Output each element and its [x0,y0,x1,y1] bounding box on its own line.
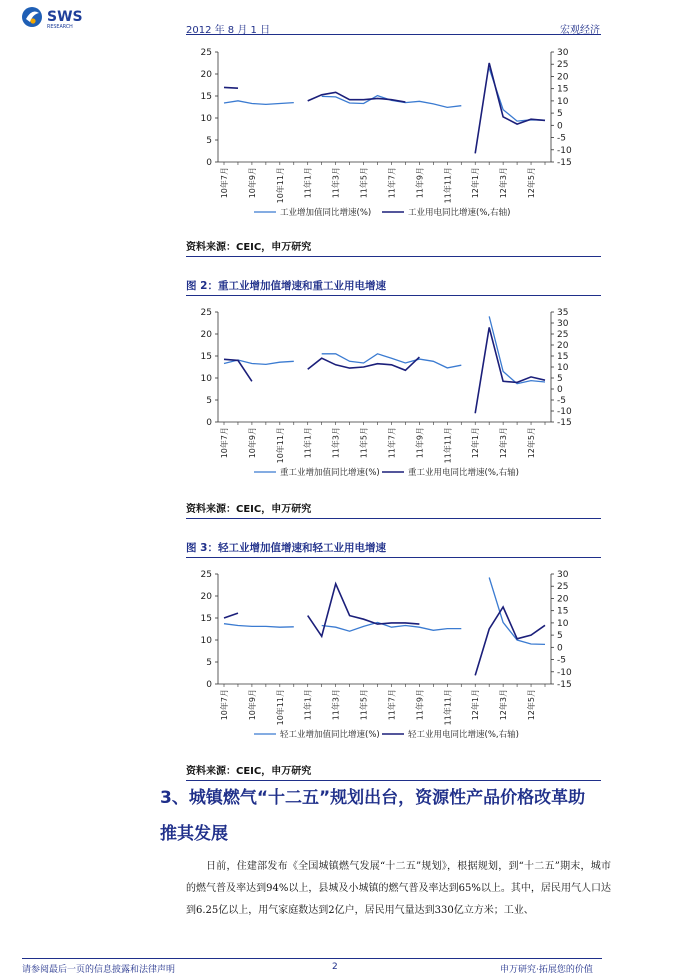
x-tick-label: 11年5月 [359,427,369,459]
y-tick-label-right: 25 [557,330,569,340]
legend-label-2: 工业用电同比增速(%,右轴) [408,208,511,218]
y-tick-label-right: 30 [557,570,569,580]
series-line-1 [489,578,545,645]
x-tick-label: 12年5月 [527,689,537,721]
footer-disclaimer: 请参阅最后一页的信息披露和法律声明 [22,965,176,975]
series-line-2 [475,327,545,413]
x-tick-label: 10年7月 [220,689,229,721]
y-tick-label-right: 30 [557,48,569,58]
chart-2-heavy-industry [186,300,601,490]
x-tick-label: 11年11月 [443,167,453,204]
y-tick-label-right: -5 [557,396,566,406]
x-tick-label: 12年3月 [499,689,509,721]
legend-label-2: 重工业用电同比增速(%,右轴) [408,468,519,478]
series-line-2 [224,613,238,618]
x-tick-label: 11年3月 [331,167,341,199]
x-tick-label: 11年3月 [331,689,341,721]
y-tick-label-right: 15 [557,606,569,617]
x-tick-label: 11年1月 [303,167,313,199]
y-tick-label-right: 5 [557,374,563,384]
y-tick-label-right: 0 [557,121,563,132]
page-header [0,0,700,40]
y-tick-label-left: 15 [200,92,212,102]
chart-1-industrial [186,40,601,230]
chart-3-source: 资料来源：CEIC，申万研究 [186,762,601,781]
svg-text:SWS: SWS [47,9,83,25]
section-title-line-1: 3、城镇燃气“十二五”规划出台，资源性产品价格改革助 [160,788,586,808]
x-tick-label: 12年3月 [499,427,509,459]
y-tick-label-left: 10 [200,636,212,646]
x-tick-label: 11年7月 [387,167,397,199]
y-tick-label-left: 10 [200,374,212,384]
x-tick-label: 11年11月 [443,689,453,726]
y-tick-label-right: 25 [557,582,569,593]
chart-1-source: 资料来源：CEIC，申万研究 [186,238,601,257]
x-tick-label: 11年7月 [387,427,397,459]
chart-2-source: 资料来源：CEIC，申万研究 [186,500,601,519]
series-line-1 [224,101,294,105]
x-tick-label: 11年7月 [387,689,397,721]
x-tick-label: 10年9月 [247,427,257,459]
y-tick-label-right: -10 [557,407,572,417]
y-tick-label-right: 0 [557,385,563,395]
series-line-2 [475,63,545,153]
y-tick-label-left: 15 [200,614,212,624]
y-tick-label-right: 20 [557,594,569,605]
y-tick-label-right: 5 [557,109,563,120]
x-tick-label: 11年9月 [415,166,425,199]
page-number: 2 [332,962,338,972]
y-tick-label-left: 20 [200,592,212,602]
y-tick-label-left: 5 [206,396,212,406]
y-tick-label-left: 25 [200,308,212,318]
y-tick-label-right: -5 [557,655,566,666]
series-line-1 [322,622,462,631]
y-tick-label-right: -5 [557,133,566,144]
x-tick-label: 11年5月 [359,167,369,199]
x-tick-label: 10年11月 [275,167,285,204]
series-line-2 [224,87,238,88]
y-tick-label-left: 10 [200,114,212,124]
x-tick-label: 12年3月 [499,167,509,199]
x-tick-label: 12年1月 [471,689,481,721]
series-line-2 [308,357,420,370]
y-tick-label-right: 35 [557,308,569,318]
chart-1-svg [186,40,601,230]
y-tick-label-left: 5 [206,136,212,146]
y-tick-label-right: 15 [557,84,569,95]
y-tick-label-left: 25 [200,48,212,58]
y-tick-label-right: -15 [557,158,572,168]
x-tick-label: 12年1月 [471,427,481,459]
body-paragraph: 日前，住建部发布《全国城镇燃气发展“十二五”规划》，根据规划，到“十二五”期末，城市的燃气普及率达到94%以上，县城及小城镇的燃气普及率达到65%以上。其中，居民用气人口达到6.25亿以上，用气家庭数达到2亿户，居民用气量达到330亿立方米；工业、 [186,861,611,916]
legend-label-1: 轻工业增加值同比增速(%) [280,730,380,740]
x-tick-label: 11年9月 [415,427,425,459]
x-tick-label: 12年5月 [527,427,537,459]
y-tick-label-right: 20 [557,72,569,83]
y-tick-label-left: 15 [200,352,212,362]
y-tick-label-right: -10 [557,145,572,156]
legend-label-2: 轻工业用电同比增速(%,右轴) [408,730,519,740]
x-tick-label: 11年9月 [415,689,425,721]
chart-2-svg [186,300,601,490]
footer-slogan: 申万研究·拓展您的价值 [500,965,593,975]
chart-3-light-industry [186,562,601,752]
y-tick-label-right: 10 [557,618,569,629]
y-tick-label-left: 5 [206,658,212,668]
y-tick-label-left: 25 [200,570,212,580]
y-tick-label-right: 10 [557,96,569,107]
chart-2-title: 图 2：重工业增加值增速和重工业用电增速 [186,278,601,296]
y-tick-label-right: 5 [557,631,563,642]
x-tick-label: 10年11月 [275,689,285,726]
series-line-1 [322,96,462,108]
legend-label-1: 重工业增加值同比增速(%) [280,468,380,478]
footer-rule [22,958,602,959]
y-tick-label-right: 10 [557,363,569,373]
y-tick-label-left: 0 [206,680,212,690]
svg-text:RESEARCH: RESEARCH [47,25,73,30]
series-line-2 [475,607,545,675]
x-tick-label: 10年7月 [220,427,229,459]
y-tick-label-right: 0 [557,643,563,654]
series-line-1 [224,624,294,628]
chart-3-svg [186,562,601,752]
report-date: 2012 年 8 月 1 日 [186,25,271,36]
x-tick-label: 10年7月 [220,167,229,199]
y-tick-label-right: -10 [557,667,572,678]
header-rule [186,34,601,35]
y-tick-label-right: 15 [557,352,569,362]
y-tick-label-left: 20 [200,330,212,340]
y-tick-label-left: 20 [200,70,212,80]
y-tick-label-right: -15 [557,418,572,428]
series-line-2 [308,584,420,637]
x-tick-label: 11年11月 [443,427,453,464]
x-tick-label: 10年9月 [247,689,257,721]
x-tick-label: 10年11月 [275,427,285,464]
sws-logo [22,4,114,30]
report-category: 宏观经济 [560,25,600,36]
x-tick-label: 10年9月 [247,167,257,199]
x-tick-label: 11年1月 [303,689,313,721]
y-tick-label-right: 30 [557,319,569,329]
y-tick-label-right: 25 [557,60,569,71]
section-title-line-2: 推其发展 [160,824,228,844]
y-tick-label-right: -15 [557,680,572,690]
x-tick-label: 12年1月 [471,167,481,199]
y-tick-label-left: 0 [206,418,212,428]
x-tick-label: 11年1月 [303,427,313,459]
chart-3-title: 图 3：轻工业增加值增速和轻工业用电增速 [186,540,601,558]
x-tick-label: 11年5月 [359,689,369,721]
x-tick-label: 12年5月 [527,167,537,199]
y-tick-label-left: 0 [206,158,212,168]
series-line-1 [489,316,545,383]
x-tick-label: 11年3月 [331,427,341,459]
y-tick-label-right: 20 [557,341,569,351]
legend-label-1: 工业增加值同比增速(%) [280,208,372,218]
